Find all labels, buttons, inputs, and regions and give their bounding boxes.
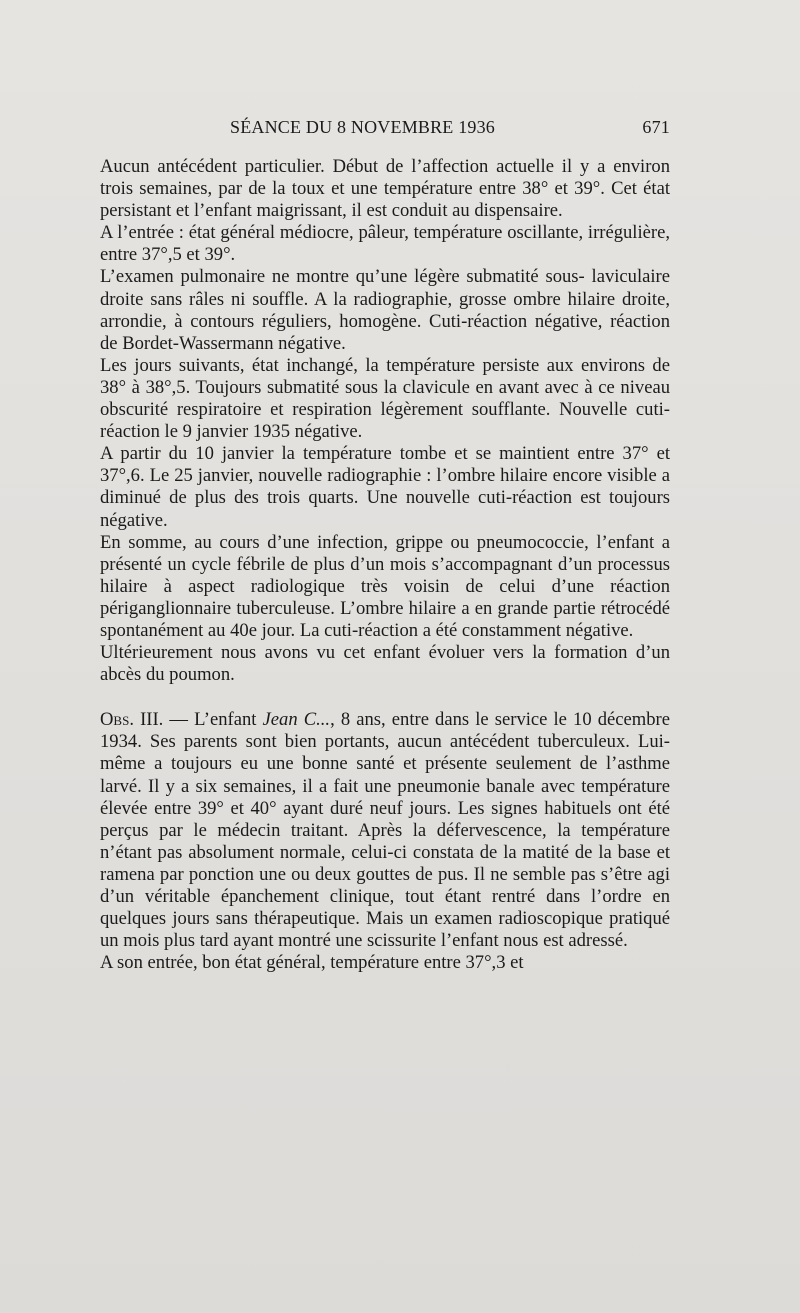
observation-label: Obs. III. [100, 709, 164, 731]
running-header [100, 117, 670, 145]
main-text [100, 156, 670, 974]
page-number: 671 [642, 117, 670, 137]
patient-name: Jean C... [262, 709, 331, 731]
paragraph: L’examen pulmonaire ne montre qu’une légère submatité sous- laviculaire droite sans râles ni souffle. A la radiographie, grosse ombre hilaire droite, arrondie, à contours réguliers, homogène. Cuti-réaction négative, réaction de Bordet-Wassermann négative. [100, 266, 670, 354]
paragraph: A partir du 10 janvier la température tombe et se maintient entre 37° et 37°,6. Le 25 janvier, nouvelle radiographie : l’ombre hilaire encore visible a diminué de plus des trois quarts. Une nouvelle cuti-réaction est toujours négative. [100, 443, 670, 531]
paragraph: Aucun antécédent particulier. Début de l’affection actuelle il y a environ trois semaines, par de la toux et une température entre 38° et 39°. Cet état persistant et l’enfant maigrissant, il est conduit au dispensaire. [100, 156, 670, 222]
paragraph: Les jours suivants, état inchangé, la température persiste aux environs de 38° à 38°,5. Toujours submatité sous la clavicule en avant avec à ce niveau obscurité respiratoire et respiration légèrement soufflante. Nouvelle cuti-réaction le 9 janvier 1935 négative. [100, 354, 670, 443]
paragraph: En somme, au cours d’une infection, grippe ou pneumococcie, l’enfant a présenté un cycle fébrile de plus d’un mois s’accompagnant d’un processus hilaire à aspect radiologique très voisin de celui d’une réaction périganglionnaire tuberculeuse. L’ombre hilaire a en grande partie rétrocédé spontanément au 40e jour. La cuti-réaction a été constamment négative. [100, 531, 670, 641]
observation-text: , 8 ans, entre dans le service le 10 décembre 1934. Ses parents sont bien portants, aucun antécédent tuberculeux. Lui-même a toujours eu une bonne santé et présente seulement de l’asthme larvé. Il y a six semaines, il a fait une pneumonie banale avec température élevée entre 39° et 40° ayant duré neuf jours. Les signes habituels ont été perçus par le médecin traitant. Après la défervescence, la température n’étant pas absolument normale, celui-ci constata de la matité de la base et ramena par ponction une ou deux gouttes de pus. Il ne semble pas s’être agi d’un véritable épanchement clinique, tout étant rentré dans l’ordre en quelques jours sans thérapeutique. Mais un examen radioscopique pratiqué un mois plus tard ayant montré une scissurite l’enfant nous est adressé. [100, 709, 670, 952]
running-title: SÉANCE DU 8 NOVEMBRE 1936 [230, 117, 496, 137]
paragraph: A l’entrée : état général médiocre, pâleur, température oscillante, irrégulière, entre 37°,5 et 39°. [100, 222, 670, 266]
paragraph: Ultérieurement nous avons vu cet enfant évoluer vers la formation d’un abcès du poumon. [100, 642, 670, 686]
observation-intro: — L’enfant [163, 709, 263, 731]
final-paragraph: A son entrée, bon état général, température entre 37°,3 et [100, 952, 524, 974]
paragraph-gap [100, 686, 670, 709]
observation-paragraph [100, 709, 670, 952]
